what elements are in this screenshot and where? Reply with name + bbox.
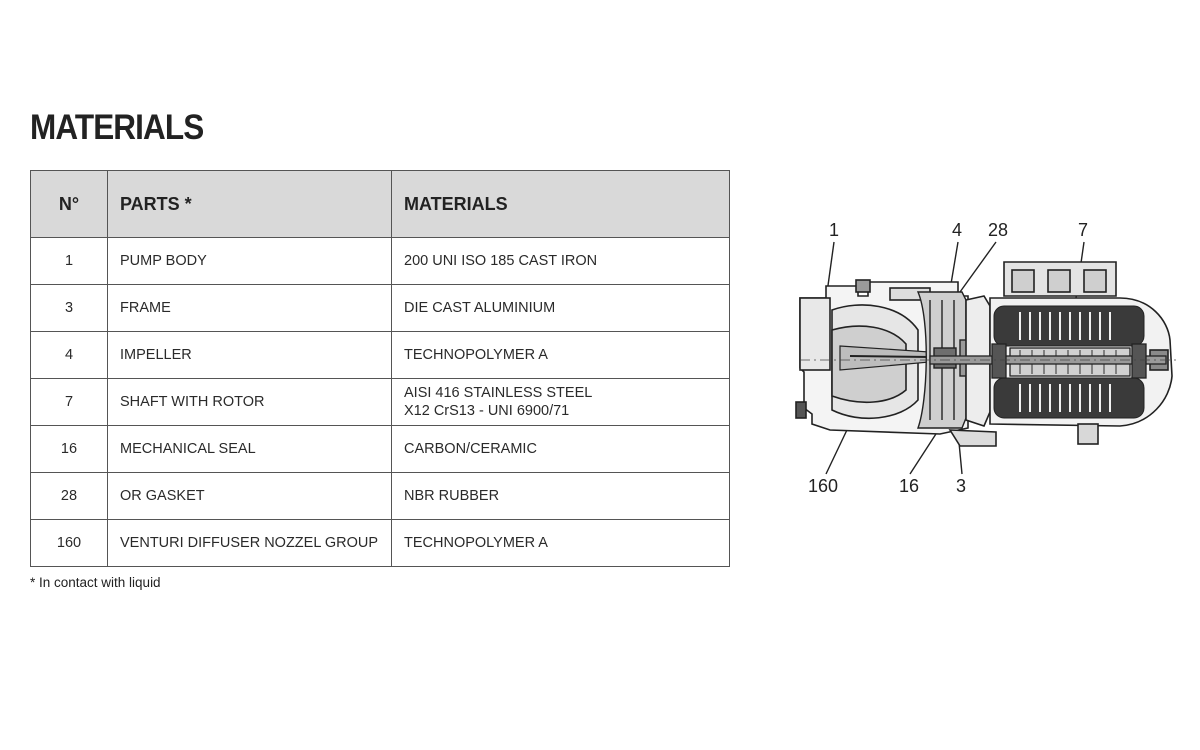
table-row — [31, 379, 730, 426]
row-number: 16 — [31, 426, 108, 473]
callout-28: 28 — [988, 220, 1009, 240]
material-line: TECHNOPOLYMER A — [404, 535, 548, 551]
row-part: OR GASKET — [108, 473, 392, 520]
row-material — [392, 285, 730, 332]
row-number: 160 — [31, 520, 108, 567]
material-line: X12 CrS13 - UNI 6900/71 — [404, 403, 570, 419]
materials-table — [30, 170, 730, 567]
table-header-row — [31, 171, 730, 238]
row-number: 4 — [31, 332, 108, 379]
row-number: 28 — [31, 473, 108, 520]
table-row — [31, 238, 730, 285]
row-part: FRAME — [108, 285, 392, 332]
row-part: MECHANICAL SEAL — [108, 426, 392, 473]
material-line: DIE CAST ALUMINIUM — [404, 300, 556, 316]
row-material — [392, 473, 730, 520]
callout-160: 160 — [808, 476, 839, 496]
header-parts: PARTS * — [108, 171, 392, 238]
pump-cross-section-diagram — [790, 215, 1190, 475]
row-number: 7 — [31, 379, 108, 426]
callout-1: 1 — [829, 220, 840, 240]
material-line: CARBON/CERAMIC — [404, 441, 537, 457]
footnote: * In contact with liquid — [30, 575, 161, 590]
row-part: PUMP BODY — [108, 238, 392, 285]
callout-4: 4 — [952, 220, 963, 240]
page-title: MATERIALS — [30, 108, 204, 147]
leader-line-28 — [960, 242, 996, 292]
table-row — [31, 426, 730, 473]
material-line: AISI 416 STAINLESS STEEL — [404, 385, 593, 401]
row-part: IMPELLER — [108, 332, 392, 379]
row-number: 3 — [31, 285, 108, 332]
row-part: VENTURI DIFFUSER NOZZEL GROUP — [108, 520, 392, 567]
material-line: 200 UNI ISO 185 CAST IRON — [404, 253, 598, 269]
table-row — [31, 332, 730, 379]
row-material — [392, 379, 730, 426]
callout-3: 3 — [956, 476, 967, 496]
row-material — [392, 332, 730, 379]
table-row — [31, 473, 730, 520]
header-number: N° — [31, 171, 108, 238]
header-materials: MATERIALS — [392, 171, 730, 238]
table-row — [31, 520, 730, 567]
table-row — [31, 285, 730, 332]
row-part: SHAFT WITH ROTOR — [108, 379, 392, 426]
callout-7: 7 — [1078, 220, 1089, 240]
row-material — [392, 238, 730, 285]
material-line: TECHNOPOLYMER A — [404, 347, 548, 363]
row-material — [392, 426, 730, 473]
row-number: 1 — [31, 238, 108, 285]
material-line: NBR RUBBER — [404, 488, 500, 504]
callout-16: 16 — [899, 476, 920, 496]
row-material — [392, 520, 730, 567]
